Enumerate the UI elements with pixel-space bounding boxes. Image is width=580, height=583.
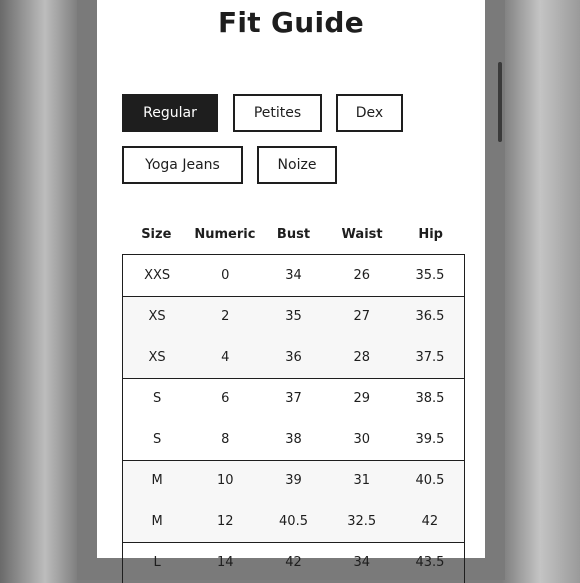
cell-waist: 27 <box>328 309 396 324</box>
cell-size: L <box>123 555 191 570</box>
device-frame-right <box>485 0 505 580</box>
cell-hip: 35.5 <box>396 268 464 283</box>
page-title: Fit Guide <box>97 6 485 39</box>
tab-label: Noize <box>278 157 317 173</box>
cell-hip: 43.5 <box>396 555 464 570</box>
cell-waist: 26 <box>328 268 396 283</box>
cell-bust: 40.5 <box>259 514 327 529</box>
table-header <box>122 214 465 254</box>
cell-size: XXS <box>123 268 191 283</box>
cell-hip: 36.5 <box>396 309 464 324</box>
cell-bust: 39 <box>259 473 327 488</box>
table-row <box>123 379 464 420</box>
cell-bust: 38 <box>259 432 327 447</box>
tab-dex[interactable] <box>336 94 403 132</box>
cell-hip: 42 <box>396 514 464 529</box>
tab-label: Yoga Jeans <box>145 157 220 173</box>
table-row <box>123 501 464 542</box>
header-waist: Waist <box>328 227 397 242</box>
cell-numeric: 12 <box>191 514 259 529</box>
cell-size: M <box>123 473 191 488</box>
tab-label: Dex <box>356 105 383 121</box>
cell-numeric: 0 <box>191 268 259 283</box>
tab-label: Regular <box>143 105 197 121</box>
cell-waist: 31 <box>328 473 396 488</box>
cell-numeric: 2 <box>191 309 259 324</box>
table-row <box>123 461 464 502</box>
cell-waist: 34 <box>328 555 396 570</box>
cell-bust: 36 <box>259 350 327 365</box>
size-table <box>122 214 465 583</box>
cell-bust: 35 <box>259 309 327 324</box>
cell-hip: 37.5 <box>396 350 464 365</box>
cell-numeric: 10 <box>191 473 259 488</box>
cell-numeric: 8 <box>191 432 259 447</box>
size-group-m <box>122 460 465 542</box>
size-group-xxs <box>122 254 465 296</box>
cell-waist: 30 <box>328 432 396 447</box>
tab-noize[interactable] <box>257 146 337 184</box>
header-bust: Bust <box>259 227 328 242</box>
cell-hip: 38.5 <box>396 391 464 406</box>
device-frame-left <box>77 0 97 580</box>
cell-bust: 34 <box>259 268 327 283</box>
cell-size: S <box>123 432 191 447</box>
cell-waist: 29 <box>328 391 396 406</box>
cell-waist: 28 <box>328 350 396 365</box>
size-group-xs <box>122 296 465 378</box>
cell-numeric: 14 <box>191 555 259 570</box>
cell-hip: 40.5 <box>396 473 464 488</box>
size-group-s <box>122 378 465 460</box>
cell-bust: 42 <box>259 555 327 570</box>
size-group-l <box>122 542 465 583</box>
table-row <box>123 297 464 338</box>
tab-label: Petites <box>254 105 301 121</box>
header-hip: Hip <box>396 227 465 242</box>
tab-regular[interactable] <box>122 94 218 132</box>
cell-size: XS <box>123 350 191 365</box>
table-row <box>123 337 464 378</box>
cell-numeric: 6 <box>191 391 259 406</box>
table-row <box>123 419 464 460</box>
cell-waist: 32.5 <box>328 514 396 529</box>
cell-size: M <box>123 514 191 529</box>
scrollbar-thumb[interactable] <box>498 62 502 142</box>
tab-petites[interactable] <box>233 94 322 132</box>
cell-hip: 39.5 <box>396 432 464 447</box>
cell-size: XS <box>123 309 191 324</box>
cell-size: S <box>123 391 191 406</box>
cell-numeric: 4 <box>191 350 259 365</box>
fit-guide-screen <box>97 0 485 558</box>
cell-bust: 37 <box>259 391 327 406</box>
tab-yoga-jeans[interactable] <box>122 146 243 184</box>
table-row <box>123 255 464 296</box>
header-size: Size <box>122 227 191 242</box>
header-numeric: Numeric <box>191 227 260 242</box>
table-row <box>123 543 464 583</box>
